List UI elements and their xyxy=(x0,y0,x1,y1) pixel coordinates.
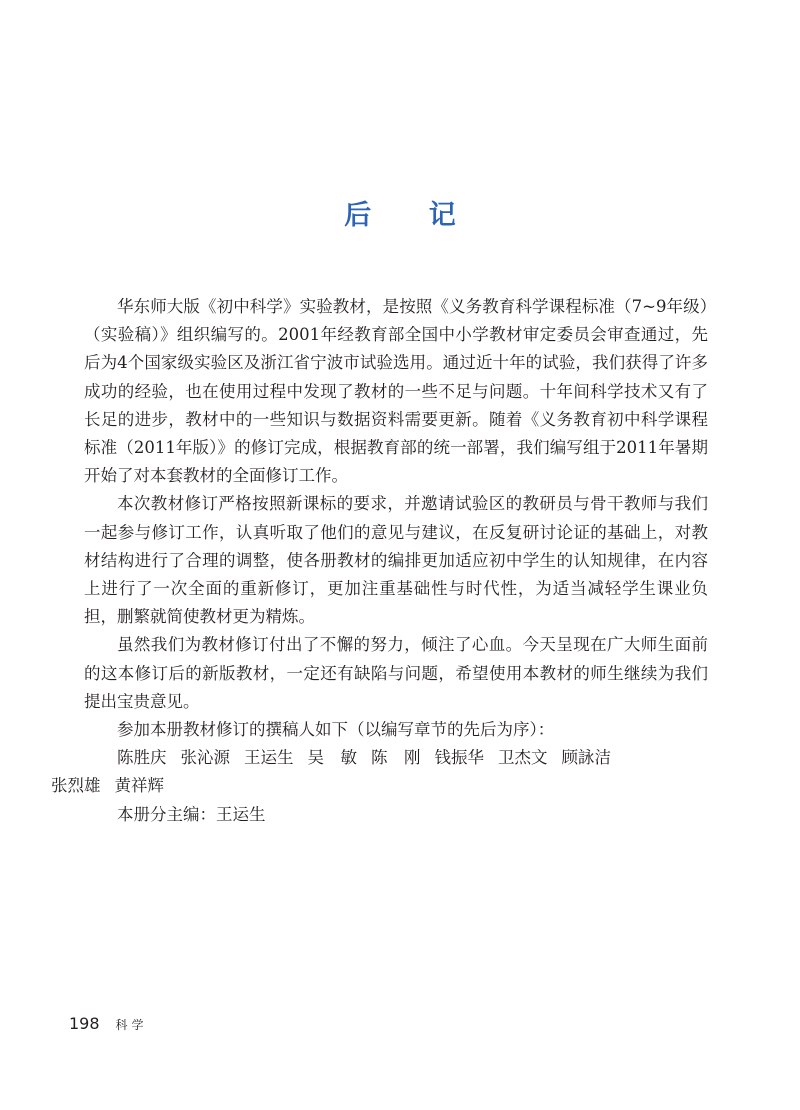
author-name: 陈胜庆 xyxy=(117,748,167,768)
author-name: 王运生 xyxy=(244,748,294,768)
page-footer xyxy=(69,1014,148,1035)
paragraph-1: 华东师大版《初中科学》实验教材，是按照《义务教育科学课程标准（7~9年级）（实验稿）》组织编写的。2001年经教育部全国中小学教材审定委员会审查通过，先后为4个国家级实验区及浙江省宁波市试验选用。通过近十年的试验，我们获得了许多成功的经验，也在使用过程中发现了教材的一些不足与问题。十年间科学技术又有了长足的进步，教材中的一些知识与数据资料需要更新。随着《义务教育初中科学课程标准（2011年版）》的修订完成，根据教育部的统一部署，我们编写组于2011年暑期开始了对本套教材的全面修订工作。 xyxy=(84,297,708,486)
author-name: 顾詠洁 xyxy=(561,748,611,768)
page-number: 198 xyxy=(69,1014,100,1033)
author-list xyxy=(51,744,708,800)
author-name: 钱振华 xyxy=(434,748,484,768)
editor-line: 本册分主编：王运生 xyxy=(117,804,266,824)
book-name: 科学 xyxy=(115,1018,148,1032)
paragraph-4: 参加本册教材修订的撰稿人如下（以编写章节的先后为序）： xyxy=(117,720,555,740)
page-title: 后 记 xyxy=(344,200,480,231)
author-name: 吴 敏 xyxy=(307,748,357,768)
paragraph-3: 虽然我们为教材修订付出了不懈的努力，倾注了心血。今天呈现在广大师生面前的这本修订后的新版教材，一定还有缺陷与问题，希望使用本教材的师生继续为我们提出宝贵意见。 xyxy=(84,635,708,711)
author-name: 卫杰文 xyxy=(498,748,548,768)
author-name: 张沁源 xyxy=(180,748,230,768)
author-name: 张烈雄 xyxy=(51,776,101,796)
author-name: 陈 刚 xyxy=(371,748,421,768)
afterword-body xyxy=(51,293,708,829)
author-name: 黄祥辉 xyxy=(114,776,164,796)
paragraph-2: 本次教材修订严格按照新课标的要求，并邀请试验区的教研员与骨干教师与我们一起参与修订工作，认真听取了他们的意见与建议，在反复研讨论证的基础上，对教材结构进行了合理的调整，使各册教材的编排更加适应初中学生的认知规律，在内容上进行了一次全面的重新修订，更加注重基础性与时代性，为适当减轻学生课业负担，删繁就简使教材更为精炼。 xyxy=(84,494,708,627)
